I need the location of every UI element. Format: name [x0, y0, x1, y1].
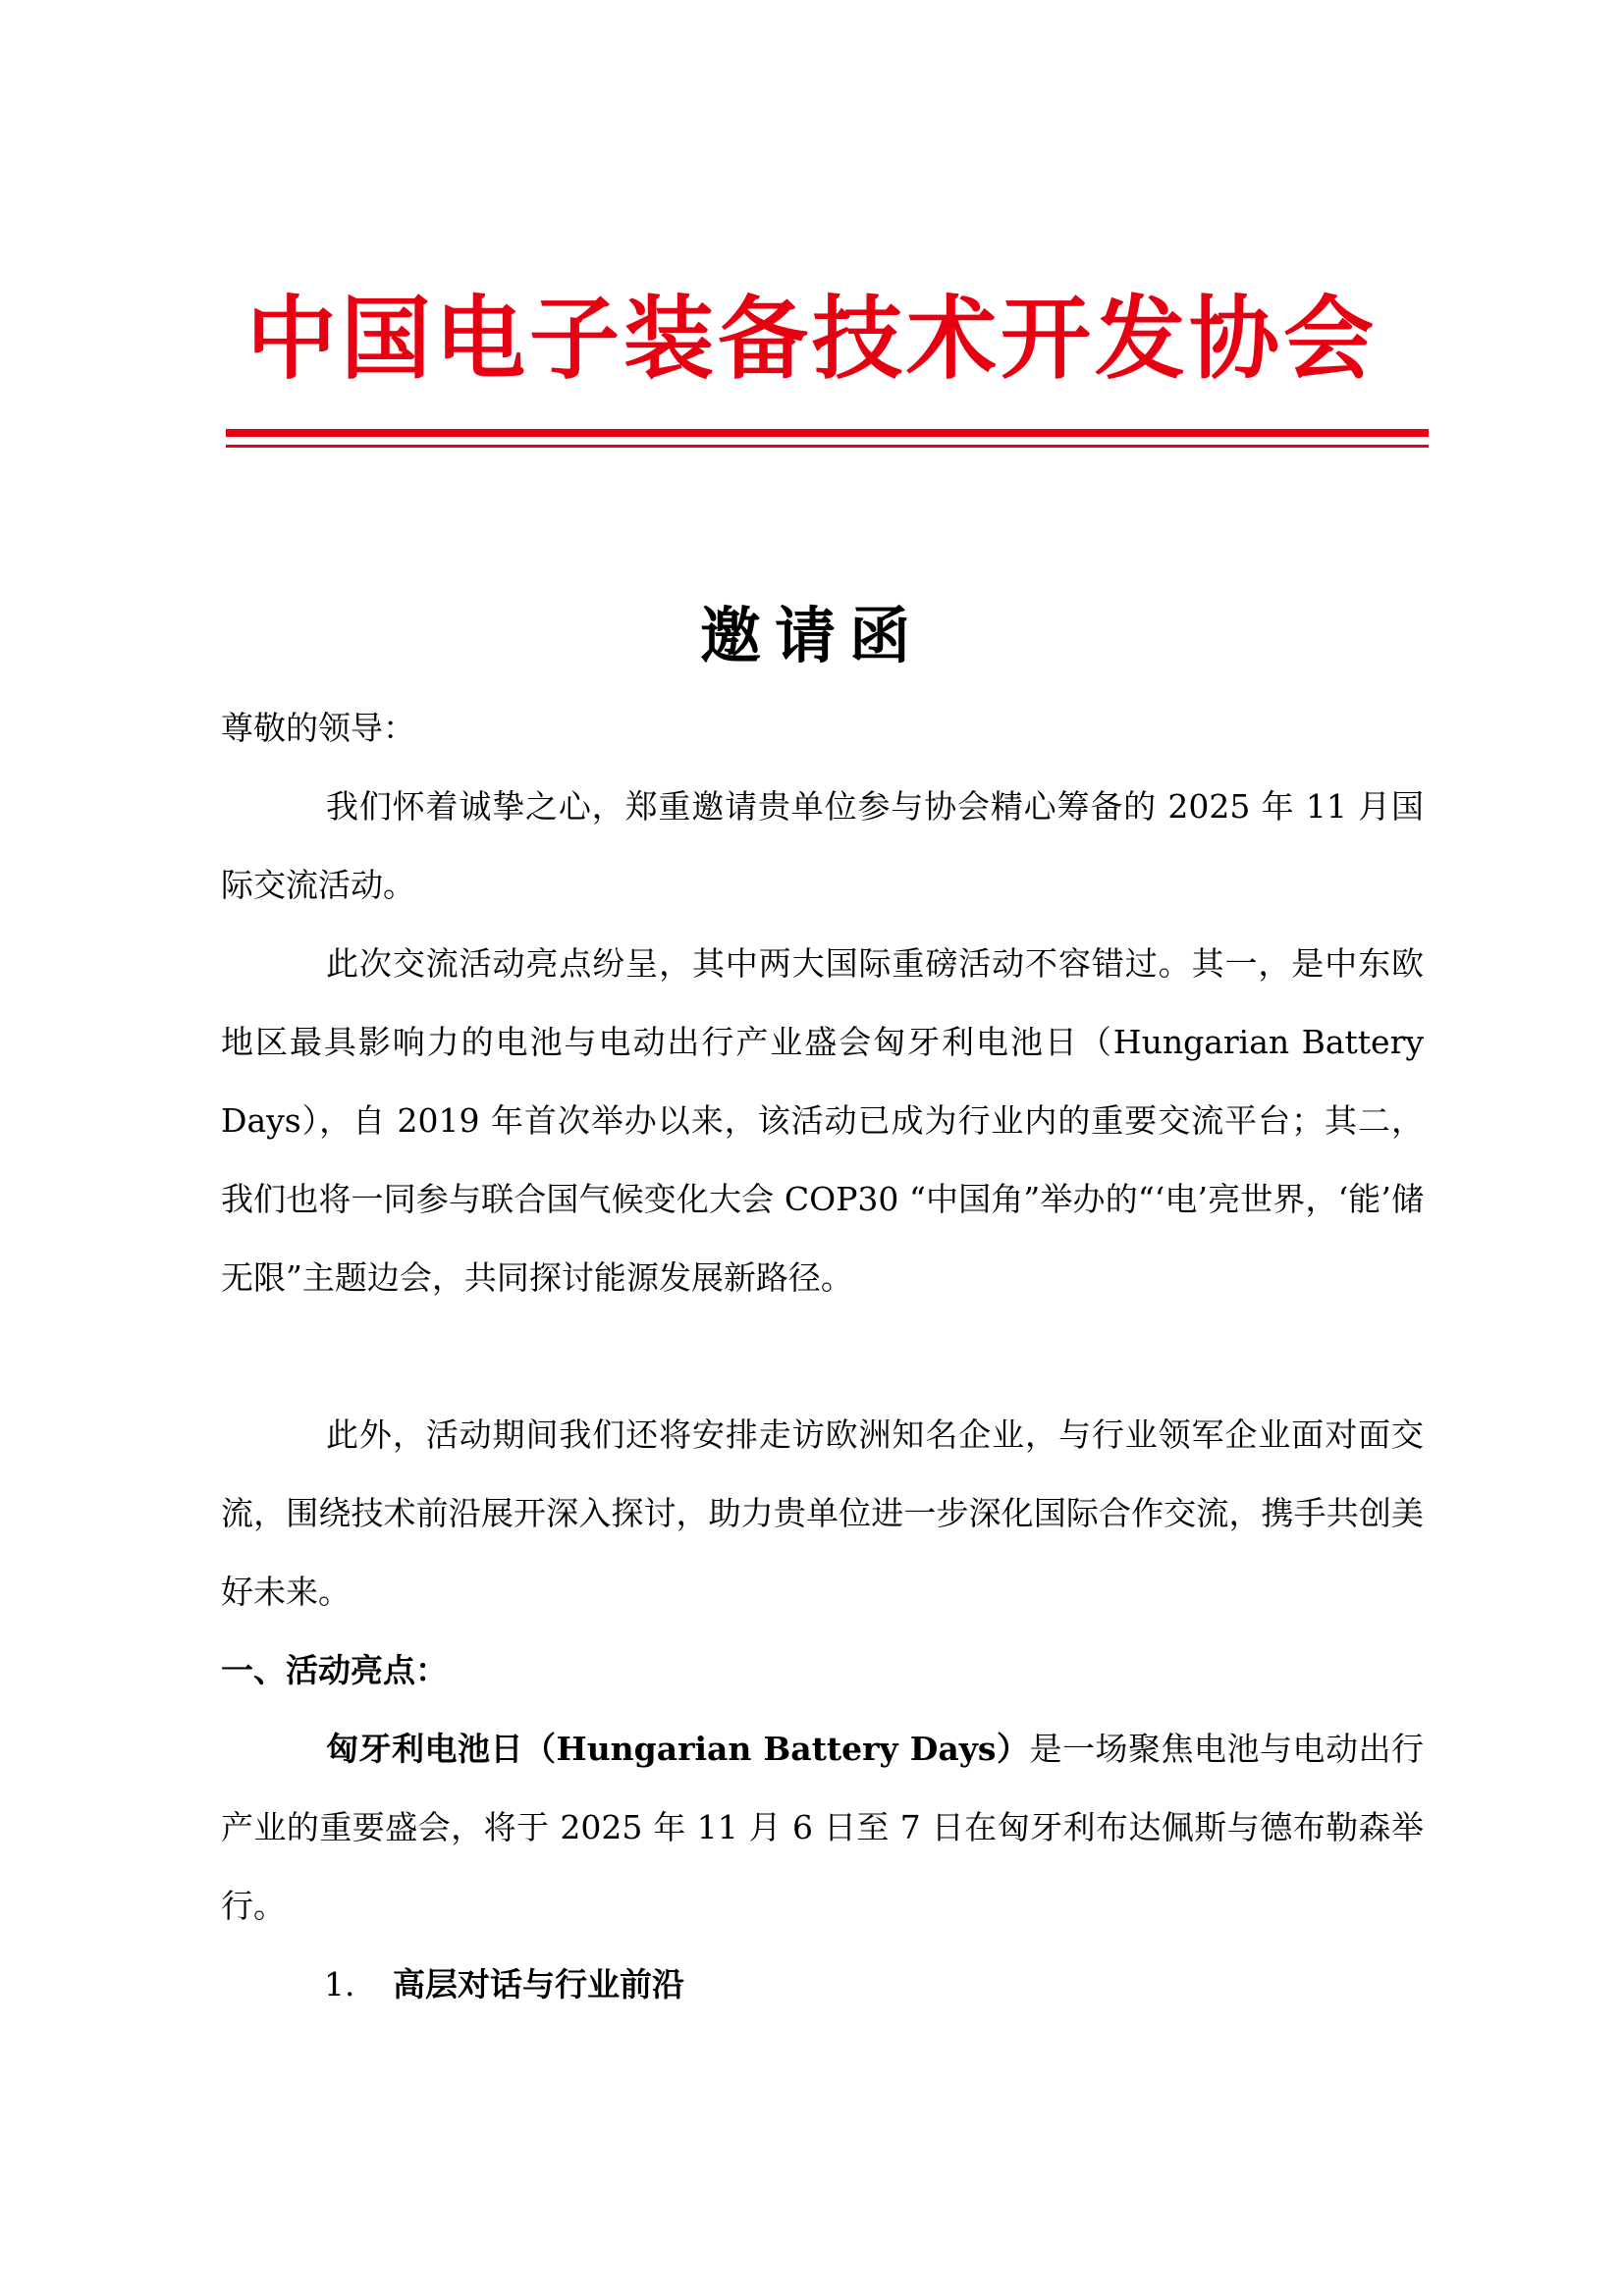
battery-days-description: 是一场聚焦电池与电动出行产业的重要盛会，将于 2025 年 11 月 6 日至 7 日在匈牙利布达佩斯与德布勒森举行。 [221, 1730, 1424, 1925]
letterhead-org-name: 中国电子装备技术开发协会 [245, 286, 1378, 392]
list-item [324, 1946, 1404, 2024]
list-item-number: 1. [324, 1965, 355, 2003]
letterhead-rule-thin [226, 445, 1429, 448]
paragraph-visits: 此外，活动期间我们还将安排走访欧洲知名企业，与行业领军企业面对面交流，围绕技术前沿展开深入探讨，助力贵单位进一步深化国际合作交流，携手共创美好未来。 [221, 1415, 1424, 1611]
document-title: 邀请函 [699, 600, 924, 671]
salutation: 尊敬的领导： [221, 709, 415, 747]
paragraph-highlights: 此次交流活动亮点纷呈，其中两大国际重磅活动不容错过。其一，是中东欧地区最具影响力的电池与电动出行产业盛会匈牙利电池日（Hungarian Battery Days），自 2019 年首次举办以来，该活动已成为行业内的重要交流平台；其二，我们也将一同参与联合国气候变化大会 COP30 “中国角”举办的“‘电’亮世界，‘能’储无限”主题边会，共同探讨能源发展新路径。 [221, 944, 1424, 1297]
battery-days-name: 匈牙利电池日（Hungarian Battery Days） [326, 1730, 1030, 1768]
list-item-label: 高层对话与行业前沿 [393, 1965, 684, 2003]
paragraph-invitation: 我们怀着诚挚之心，郑重邀请贵单位参与协会精心筹备的 2025 年 11 月国际交流活动。 [221, 787, 1424, 904]
paragraph-battery-days [221, 1710, 1424, 1946]
letterhead-rule-thick [226, 429, 1429, 437]
section-heading: 一、活动亮点： [221, 1651, 448, 1689]
